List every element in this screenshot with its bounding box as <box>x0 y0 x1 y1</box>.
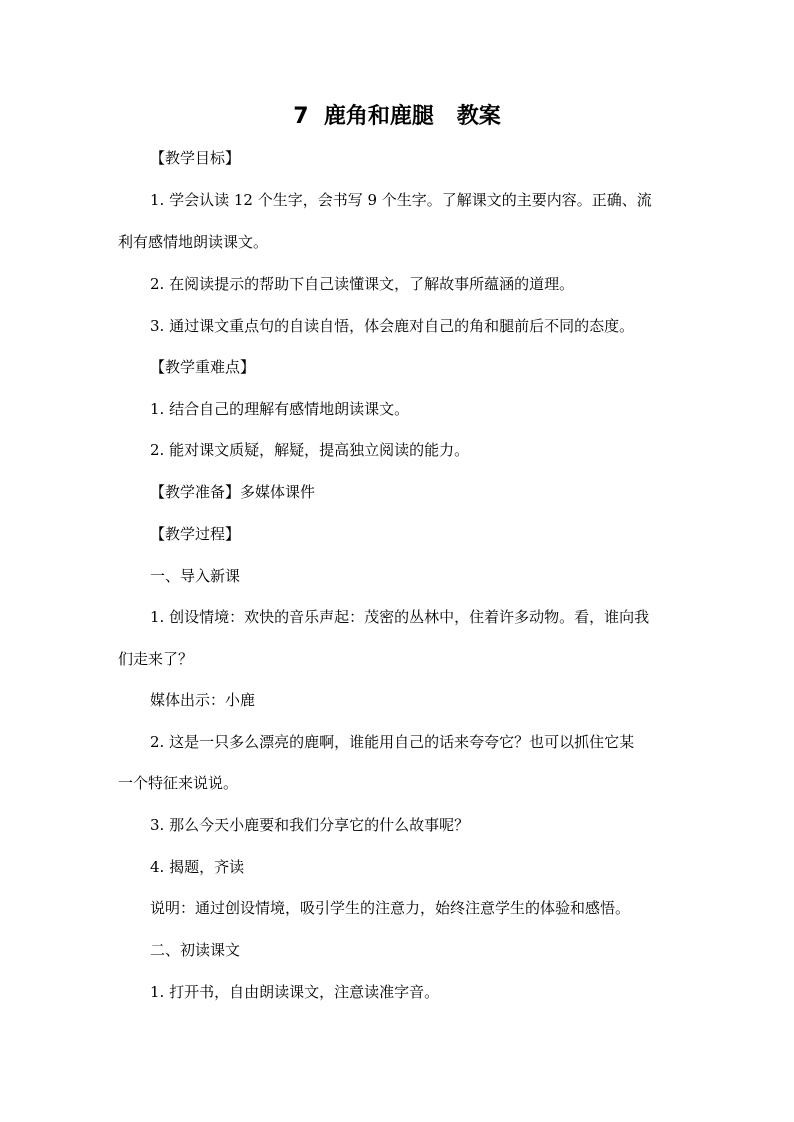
process-1-line-1: 1. 创设情境：欢快的音乐声起：茂密的丛林中，住着许多动物。看，谁向我 <box>150 608 650 626</box>
process-3: 3. 那么今天小鹿要和我们分享它的什么故事呢？ <box>150 816 470 834</box>
heading-preparation: 【教学准备】多媒体课件 <box>150 483 316 501</box>
process-4: 4. 揭题，齐读 <box>150 858 245 876</box>
explanation-note: 说明：通过创设情境，吸引学生的注意力，始终注意学生的体验和感悟。 <box>150 899 631 917</box>
process-2-line-2: 一个特征来说说。 <box>118 774 239 792</box>
media-display: 媒体出示：小鹿 <box>150 691 256 709</box>
section-1-heading: 一、导入新课 <box>150 567 241 585</box>
reading-step-1: 1. 打开书，自由朗读课文，注意读准字音。 <box>150 983 440 1001</box>
process-2-line-1: 2. 这是一只多么漂亮的鹿啊，谁能用自己的话来夸夸它？也可以抓住它某 <box>150 733 635 751</box>
heading-teaching-process: 【教学过程】 <box>150 525 241 543</box>
key-point-1: 1. 结合自己的理解有感情地朗读课文。 <box>150 400 410 418</box>
goal-2: 2. 在阅读提示的帮助下自己读懂课文，了解故事所蕴涵的道理。 <box>150 275 575 293</box>
key-point-2: 2. 能对课文质疑，解疑，提高独立阅读的能力。 <box>150 441 470 459</box>
heading-key-points: 【教学重难点】 <box>150 358 256 376</box>
process-1-line-2: 们走来了？ <box>118 650 194 668</box>
heading-teaching-goals: 【教学目标】 <box>150 149 241 167</box>
goal-1-line-1: 1. 学会认读 12 个生字，会书写 9 个生字。了解课文的主要内容。正确、流 <box>150 191 652 209</box>
section-2-heading: 二、初读课文 <box>150 941 241 959</box>
goal-3: 3. 通过课文重点句的自读自悟，体会鹿对自己的角和腿前后不同的态度。 <box>150 317 635 335</box>
page-title: 7 鹿角和鹿腿 教案 <box>293 104 501 129</box>
goal-1-line-2: 利有感情地朗读课文。 <box>118 233 269 251</box>
